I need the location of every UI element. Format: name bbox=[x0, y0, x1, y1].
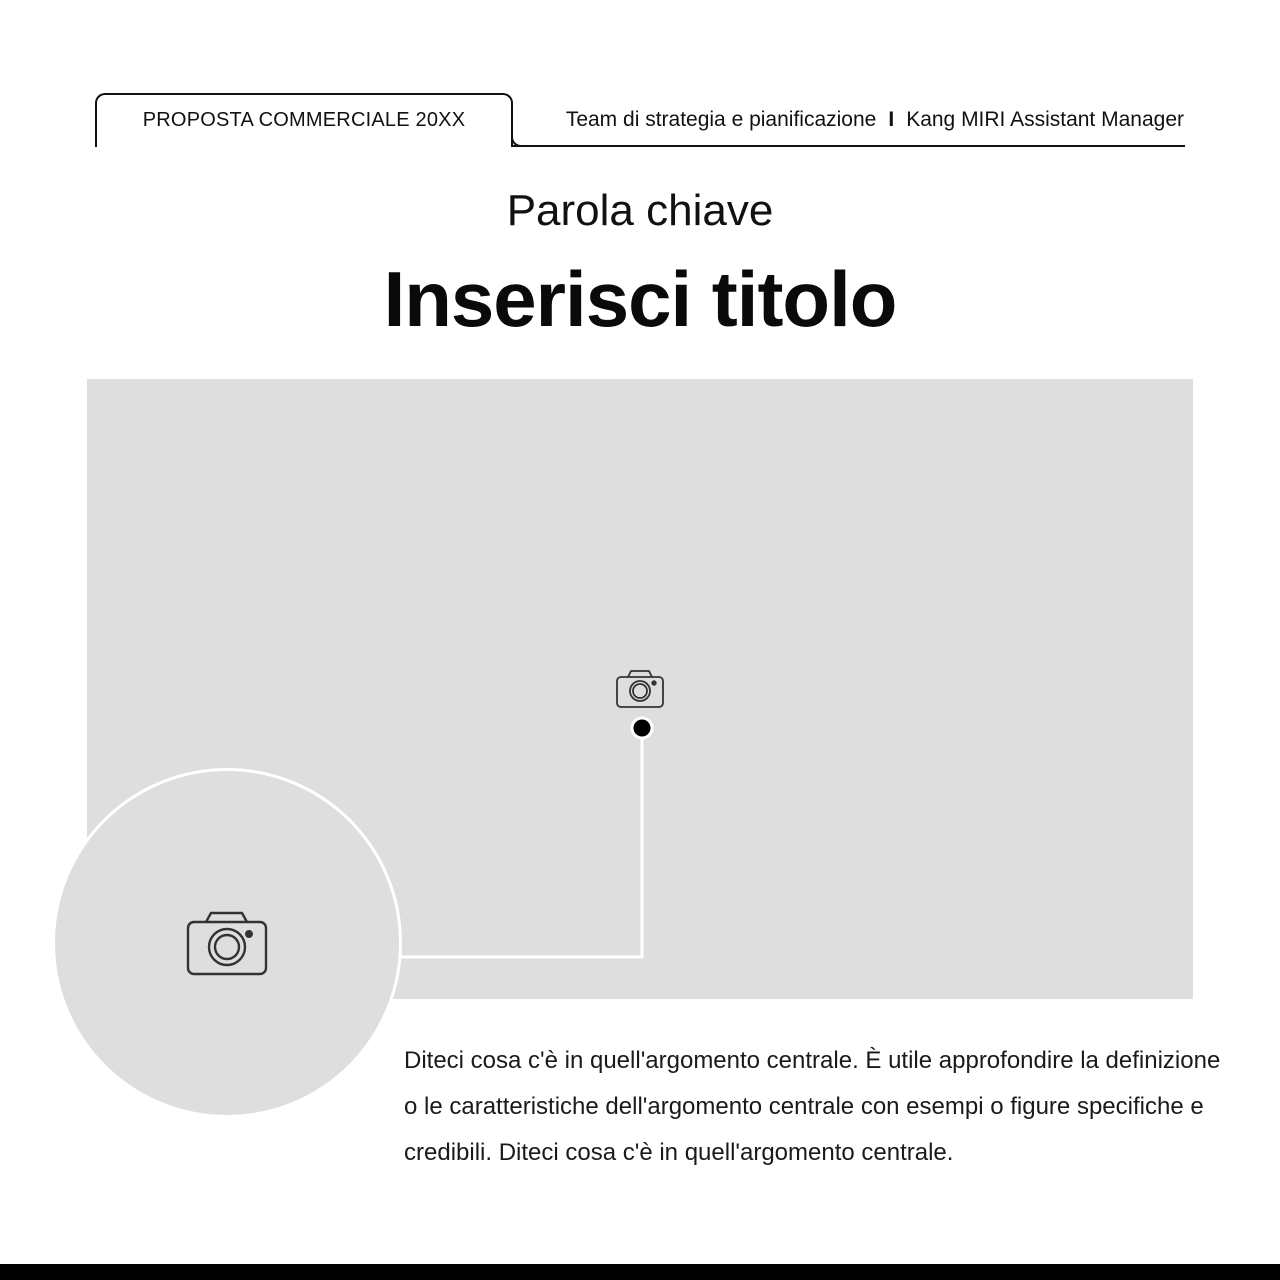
header-separator: I bbox=[888, 108, 895, 131]
camera-icon bbox=[188, 913, 266, 974]
header-tab-label: PROPOSTA COMMERCIALE 20XX bbox=[142, 109, 466, 131]
keyword-heading: Parola chiave bbox=[506, 186, 774, 235]
page-title: Inserisci titolo bbox=[383, 255, 897, 343]
body-paragraph: Diteci cosa c'è in quell'argomento centrale. È utile approfondire la definizione o le caratteristiche dell'argomento centrale con esempi o figure specifiche e credibili. Diteci cosa c'è in quell'argomento centrale. bbox=[404, 1047, 1221, 1166]
bottom-bar bbox=[0, 1264, 1280, 1280]
header-team: Team di strategia e pianificazione bbox=[565, 108, 877, 131]
header-author: Kang MIRI Assistant Manager bbox=[906, 108, 1184, 131]
